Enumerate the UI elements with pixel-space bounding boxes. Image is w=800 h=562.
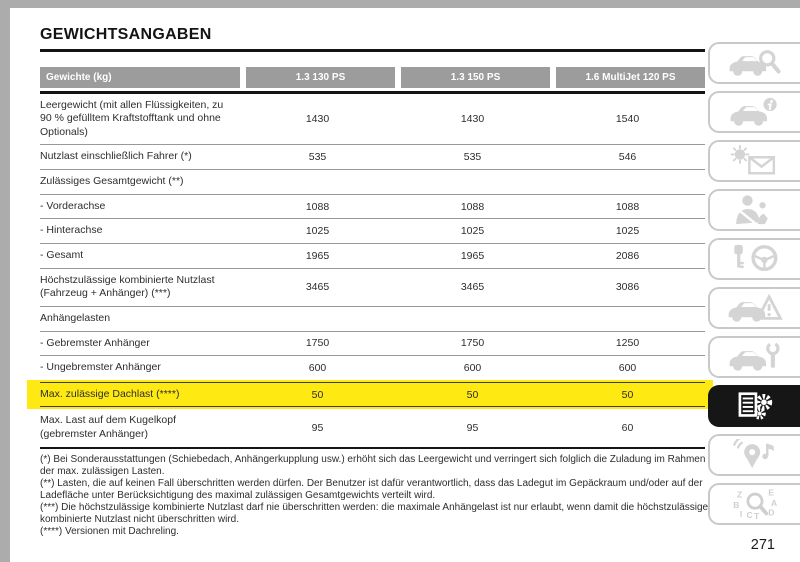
row-value: 600 xyxy=(308,362,327,374)
table-row xyxy=(40,194,705,219)
table-row-highlighted xyxy=(40,382,705,408)
row-value: 3465 xyxy=(460,281,485,294)
page-title: GEWICHTSANGABEN xyxy=(40,26,212,43)
table-header-row xyxy=(40,67,705,88)
row-label: Leergewicht (mit allen Flüssigkeiten, zu 90 % gefülltem Kraftstofftank und ohne Optionals) xyxy=(40,98,224,138)
sidebar-tab-starting-and-driving[interactable] xyxy=(708,238,800,280)
page-number: 271 xyxy=(750,537,775,553)
table-row xyxy=(40,94,705,145)
sidebar-tab-alphabetical-index[interactable] xyxy=(708,483,800,525)
row-value: 1750 xyxy=(305,337,330,350)
row-value: 1025 xyxy=(305,225,330,238)
row-label: - Vorderachse xyxy=(40,199,106,212)
sidebar-tab-multimedia[interactable] xyxy=(708,434,800,476)
sidebar-tab-safety[interactable] xyxy=(708,189,800,231)
row-value: 600 xyxy=(463,362,482,374)
row-label: Anhängelasten xyxy=(40,311,111,324)
table-header-weights: Gewichte (kg) xyxy=(40,67,240,88)
occupant-safety-icon xyxy=(726,194,784,226)
row-value: 50 xyxy=(621,388,634,401)
row-value: 1540 xyxy=(615,112,640,125)
row-label: - Gesamt xyxy=(40,248,84,261)
document-gears-icon xyxy=(726,389,784,423)
footnote: (****) Versionen mit Dachreling. xyxy=(40,525,179,537)
index-letter: E xyxy=(768,487,774,498)
footnote: (***) Die höchstzulässige kombinierte Nutzlast darf nie überschritten werden: die maximale Anhängelast ist nur erlaubt, wenn damit die höchstzulässige kombinierte Nutzlast nicht überschritten wird. xyxy=(40,501,709,525)
sidebar-tab-technical-data[interactable] xyxy=(708,385,800,427)
page-content xyxy=(40,8,709,538)
row-value: 1025 xyxy=(460,225,485,238)
row-value: 1088 xyxy=(615,200,640,213)
table-row xyxy=(40,331,705,356)
row-value: 546 xyxy=(618,151,637,164)
index-letter: A xyxy=(771,497,778,508)
row-value: 2086 xyxy=(615,249,640,262)
row-value: 50 xyxy=(466,388,479,401)
index-letter: D xyxy=(768,507,775,518)
table-row xyxy=(40,144,705,169)
row-value: 1430 xyxy=(460,112,485,125)
row-label: - Hinterachse xyxy=(40,224,103,237)
footnote: (**) Lasten, die auf keinen Fall überschritten werden dürfen. Der Benutzer ist dafür verantwortlich, dass das Ladegut im Gepäckraum und/oder auf der Ladefläche unter Berücksichtigung des maximal zulässigen Gesamtgewichts verteilt wird. xyxy=(40,477,703,501)
sidebar-tab-warning-lights-messages[interactable] xyxy=(708,140,800,182)
row-label: Zulässiges Gesamtgewicht (**) xyxy=(40,175,184,188)
row-label: Max. Last auf dem Kugelkopf (gebremster Anhänger) xyxy=(40,414,176,441)
table-header-engine-2: 1.3 150 PS xyxy=(401,67,550,88)
car-info-icon xyxy=(726,96,784,128)
row-value: 1430 xyxy=(305,112,330,125)
index-letter: I xyxy=(739,509,743,520)
table-section-row xyxy=(40,169,705,194)
row-value: 1965 xyxy=(305,249,330,262)
alphabetical-index-icon xyxy=(726,487,784,521)
key-steering-wheel-icon xyxy=(726,243,784,275)
row-value: 1750 xyxy=(460,337,485,350)
row-value: 3465 xyxy=(305,281,330,294)
row-value: 95 xyxy=(311,422,324,435)
highlight-band xyxy=(27,380,713,410)
row-label: Max. zulässige Dachlast (****) xyxy=(40,387,180,400)
sidebar-tab-in-an-emergency[interactable] xyxy=(708,287,800,329)
row-value: 1250 xyxy=(615,337,640,350)
row-value: 3086 xyxy=(615,281,640,294)
row-label: Nutzlast einschließlich Fahrer (*) xyxy=(40,150,192,163)
table-row xyxy=(40,268,705,306)
table-row xyxy=(40,218,705,243)
title-rule xyxy=(40,49,705,52)
row-value: 535 xyxy=(308,151,327,164)
sidebar-tab-know-your-vehicle[interactable] xyxy=(708,42,800,84)
footnote: (*) Bei Sonderausstattungen (Schiebedach, Anhängerkupplung usw.) erhöht sich das Leergewicht und verringert sich folglich die Zuladung im Rahmen der max. zulässigen Lasten. xyxy=(40,453,706,477)
index-letter: C xyxy=(746,510,753,521)
car-wrench-icon xyxy=(726,341,784,373)
manual-page xyxy=(10,8,800,562)
row-label: - Ungebremster Anhänger xyxy=(40,361,161,374)
car-warning-triangle-icon xyxy=(726,292,784,324)
sidebar-tab-servicing-and-care[interactable] xyxy=(708,336,800,378)
table-section-row xyxy=(40,306,705,331)
index-letter: T xyxy=(754,511,760,521)
row-label: - Gebremster Anhänger xyxy=(40,336,150,349)
row-value: 535 xyxy=(463,151,482,164)
index-letter: B xyxy=(733,499,740,510)
warning-light-message-icon xyxy=(726,145,784,177)
row-value: 1965 xyxy=(460,249,485,262)
row-value: 1025 xyxy=(615,225,640,238)
table-row xyxy=(40,409,705,446)
chapter-tabs-sidebar xyxy=(708,42,800,525)
row-label: Höchstzulässige kombinierte Nutzlast (Fahrzeug + Anhänger) (***) xyxy=(40,273,215,300)
car-search-icon xyxy=(726,47,784,79)
multimedia-icon xyxy=(726,439,784,471)
table-header-engine-1: 1.3 130 PS xyxy=(246,67,395,88)
table-row xyxy=(40,243,705,268)
table-header-engine-3: 1.6 MultiJet 120 PS xyxy=(556,67,705,88)
row-value: 1088 xyxy=(460,200,485,213)
footnotes xyxy=(40,454,714,538)
row-value: 600 xyxy=(618,362,637,374)
weights-table-body xyxy=(40,94,705,449)
row-value: 50 xyxy=(311,388,324,401)
row-value: 60 xyxy=(621,422,634,435)
sidebar-tab-vehicle-information[interactable] xyxy=(708,91,800,133)
row-value: 1088 xyxy=(305,200,330,213)
row-value: 95 xyxy=(466,422,479,435)
table-row xyxy=(40,355,705,380)
index-letter: Z xyxy=(737,489,743,500)
